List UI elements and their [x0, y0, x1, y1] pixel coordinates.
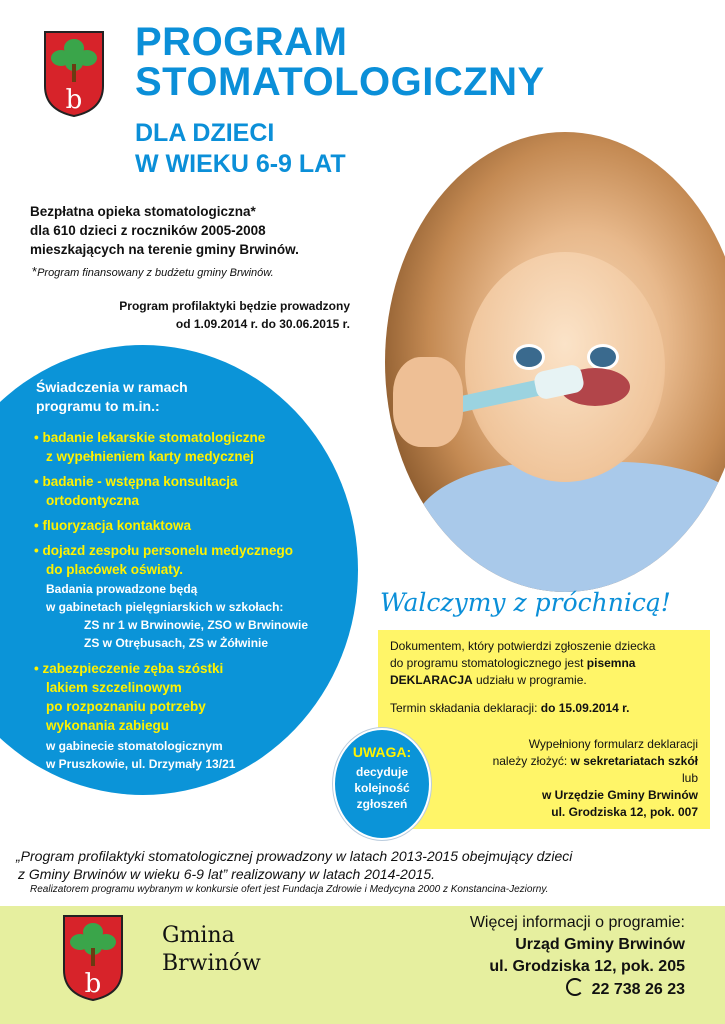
decl-line-3-text: udziału w programie.	[472, 673, 587, 687]
submit-line-2-text: należy złożyć:	[492, 754, 571, 768]
benefit-1a: • badanie lekarskie stomatologiczne	[34, 430, 266, 445]
subtitle-line-1: DLA DZIECI	[135, 119, 275, 147]
contact-phone: 22 738 26 23	[591, 981, 685, 998]
svg-text:b: b	[65, 85, 83, 115]
decl-line-2-text: do programu stomatologicznego jest	[390, 656, 587, 670]
intro-text	[30, 202, 380, 259]
brwinow-crest-icon	[43, 30, 105, 118]
contact-phone-row	[380, 978, 685, 1001]
benefit-4b: do placówek oświaty.	[46, 562, 184, 577]
attention-title: UWAGA:	[352, 744, 412, 760]
phone-icon	[566, 978, 584, 996]
page-subtitle	[135, 118, 495, 180]
photo-eye-right	[587, 344, 619, 370]
page-title	[135, 22, 715, 102]
subtitle-line-2: W WIEKU 6-9 LAT	[135, 150, 346, 178]
note-star: *	[32, 264, 38, 279]
schools-line-4: ZS w Otrębusach, ZS w Żółwinie	[84, 636, 269, 650]
attention-badge	[333, 728, 431, 840]
program-period	[40, 297, 350, 333]
title-line-1: PROGRAM	[135, 20, 348, 64]
quote-line-2: z Gminy Brwinów w wieku 6-9 lat” realizowany w latach 2014-2015.	[18, 866, 436, 882]
benefit-5c: po rozpoznaniu potrzeby	[46, 699, 206, 714]
footer-crest-icon	[62, 914, 124, 1002]
intro-line-2: dla 610 dzieci z roczników 2005-2008	[30, 223, 266, 238]
schools-line-3: ZS nr 1 w Brwinowie, ZSO w Brwinowie	[84, 618, 309, 632]
submit-line-2	[418, 753, 698, 770]
decl-line-2	[390, 655, 705, 672]
gmina-line-1: Gmina	[162, 923, 235, 948]
benefits-header-1: Świadczenia w ramach	[36, 379, 188, 395]
attention-line-2: kolejność	[354, 781, 410, 795]
contact-header: Więcej informacji o programie:	[469, 914, 685, 931]
decl-line-3	[390, 672, 705, 689]
clinic-line-2: w Pruszkowie, ul. Drzymały 13/21	[46, 757, 236, 771]
benefit-2b: ortodontyczna	[46, 493, 139, 508]
deadline	[390, 700, 705, 717]
funding-note	[32, 264, 362, 279]
title-line-2: STOMATOLOGICZNY	[135, 60, 545, 104]
period-line-1: Program profilaktyki będzie prowadzony	[119, 299, 350, 313]
benefits-header	[36, 378, 296, 416]
contact-info	[380, 912, 685, 1001]
submission-info	[418, 736, 698, 821]
deadline-date: do 15.09.2014 r.	[540, 701, 630, 715]
photo-eye-left	[513, 344, 545, 370]
submit-line-3: lub	[681, 771, 698, 785]
intro-line-1: Bezpłatna opieka stomatologiczna*	[30, 204, 256, 219]
benefit-5a: • zabezpieczenie zęba szóstki	[34, 661, 224, 676]
program-quote	[16, 847, 716, 883]
benefit-5d: wykonania zabiegu	[46, 718, 170, 733]
clinic-line-1: w gabinecie stomatologicznym	[46, 739, 223, 753]
contact-office: Urząd Gminy Brwinów	[515, 936, 685, 953]
note-text: Program finansowany z budżetu gminy Brwinów.	[37, 267, 274, 279]
decl-written: pisemna	[586, 656, 636, 670]
benefits-header-2: programu to m.in.:	[36, 398, 160, 414]
quote-line-1: „Program profilaktyki stomatologicznej prowadzony w latach 2013-2015 obejmujący dzieci	[16, 848, 573, 864]
declaration-paragraph	[390, 638, 705, 689]
footer-gmina-name	[162, 922, 282, 978]
attention-body	[335, 764, 429, 812]
attention-line-1: decyduje	[355, 765, 409, 779]
schools-line-2: w gabinetach pielęgniarskich w szkołach:	[46, 600, 284, 614]
benefit-1b: z wypełnieniem karty medycznej	[46, 449, 254, 464]
period-line-2: od 1.09.2014 r. do 30.06.2015 r.	[175, 317, 350, 331]
benefit-4a: • dojazd zespołu personelu medycznego	[34, 543, 294, 558]
submit-line-1: Wypełniony formularz deklaracji	[528, 737, 698, 751]
photo-hand	[393, 357, 463, 447]
contact-address: ul. Grodziska 12, pok. 205	[489, 958, 685, 975]
benefit-2a: • badanie - wstępna konsultacja	[34, 474, 238, 489]
schools-line-1: Badania prowadzone będą	[46, 582, 198, 596]
slogan: Walczymy z próchnicą!	[380, 588, 671, 617]
realizer-note: Realizatorem programu wybranym w konkursie ofert jest Fundacja Zdrowie i Medycyna 2000 z Konstancina-Jeziorny.	[30, 884, 549, 895]
submit-line-4: w Urzędzie Gminy Brwinów	[541, 788, 698, 802]
submit-line-5: ul. Grodziska 12, pok. 007	[551, 805, 698, 819]
benefit-3: • fluoryzacja kontaktowa	[34, 518, 192, 533]
svg-text:b: b	[84, 969, 102, 999]
gmina-line-2: Brwinów	[162, 951, 261, 976]
decl-declaration-word: DEKLARACJA	[390, 673, 473, 687]
intro-line-3: mieszkających na terenie gminy Brwinów.	[30, 242, 299, 257]
submit-schools: w sekretariatach szkół	[570, 754, 698, 768]
benefit-5b: lakiem szczelinowym	[46, 680, 182, 695]
attention-line-3: zgłoszeń	[356, 797, 408, 811]
child-photo	[385, 132, 725, 592]
deadline-label: Termin składania deklaracji:	[390, 701, 541, 715]
decl-line-1: Dokumentem, który potwierdzi zgłoszenie dziecka	[390, 639, 656, 653]
